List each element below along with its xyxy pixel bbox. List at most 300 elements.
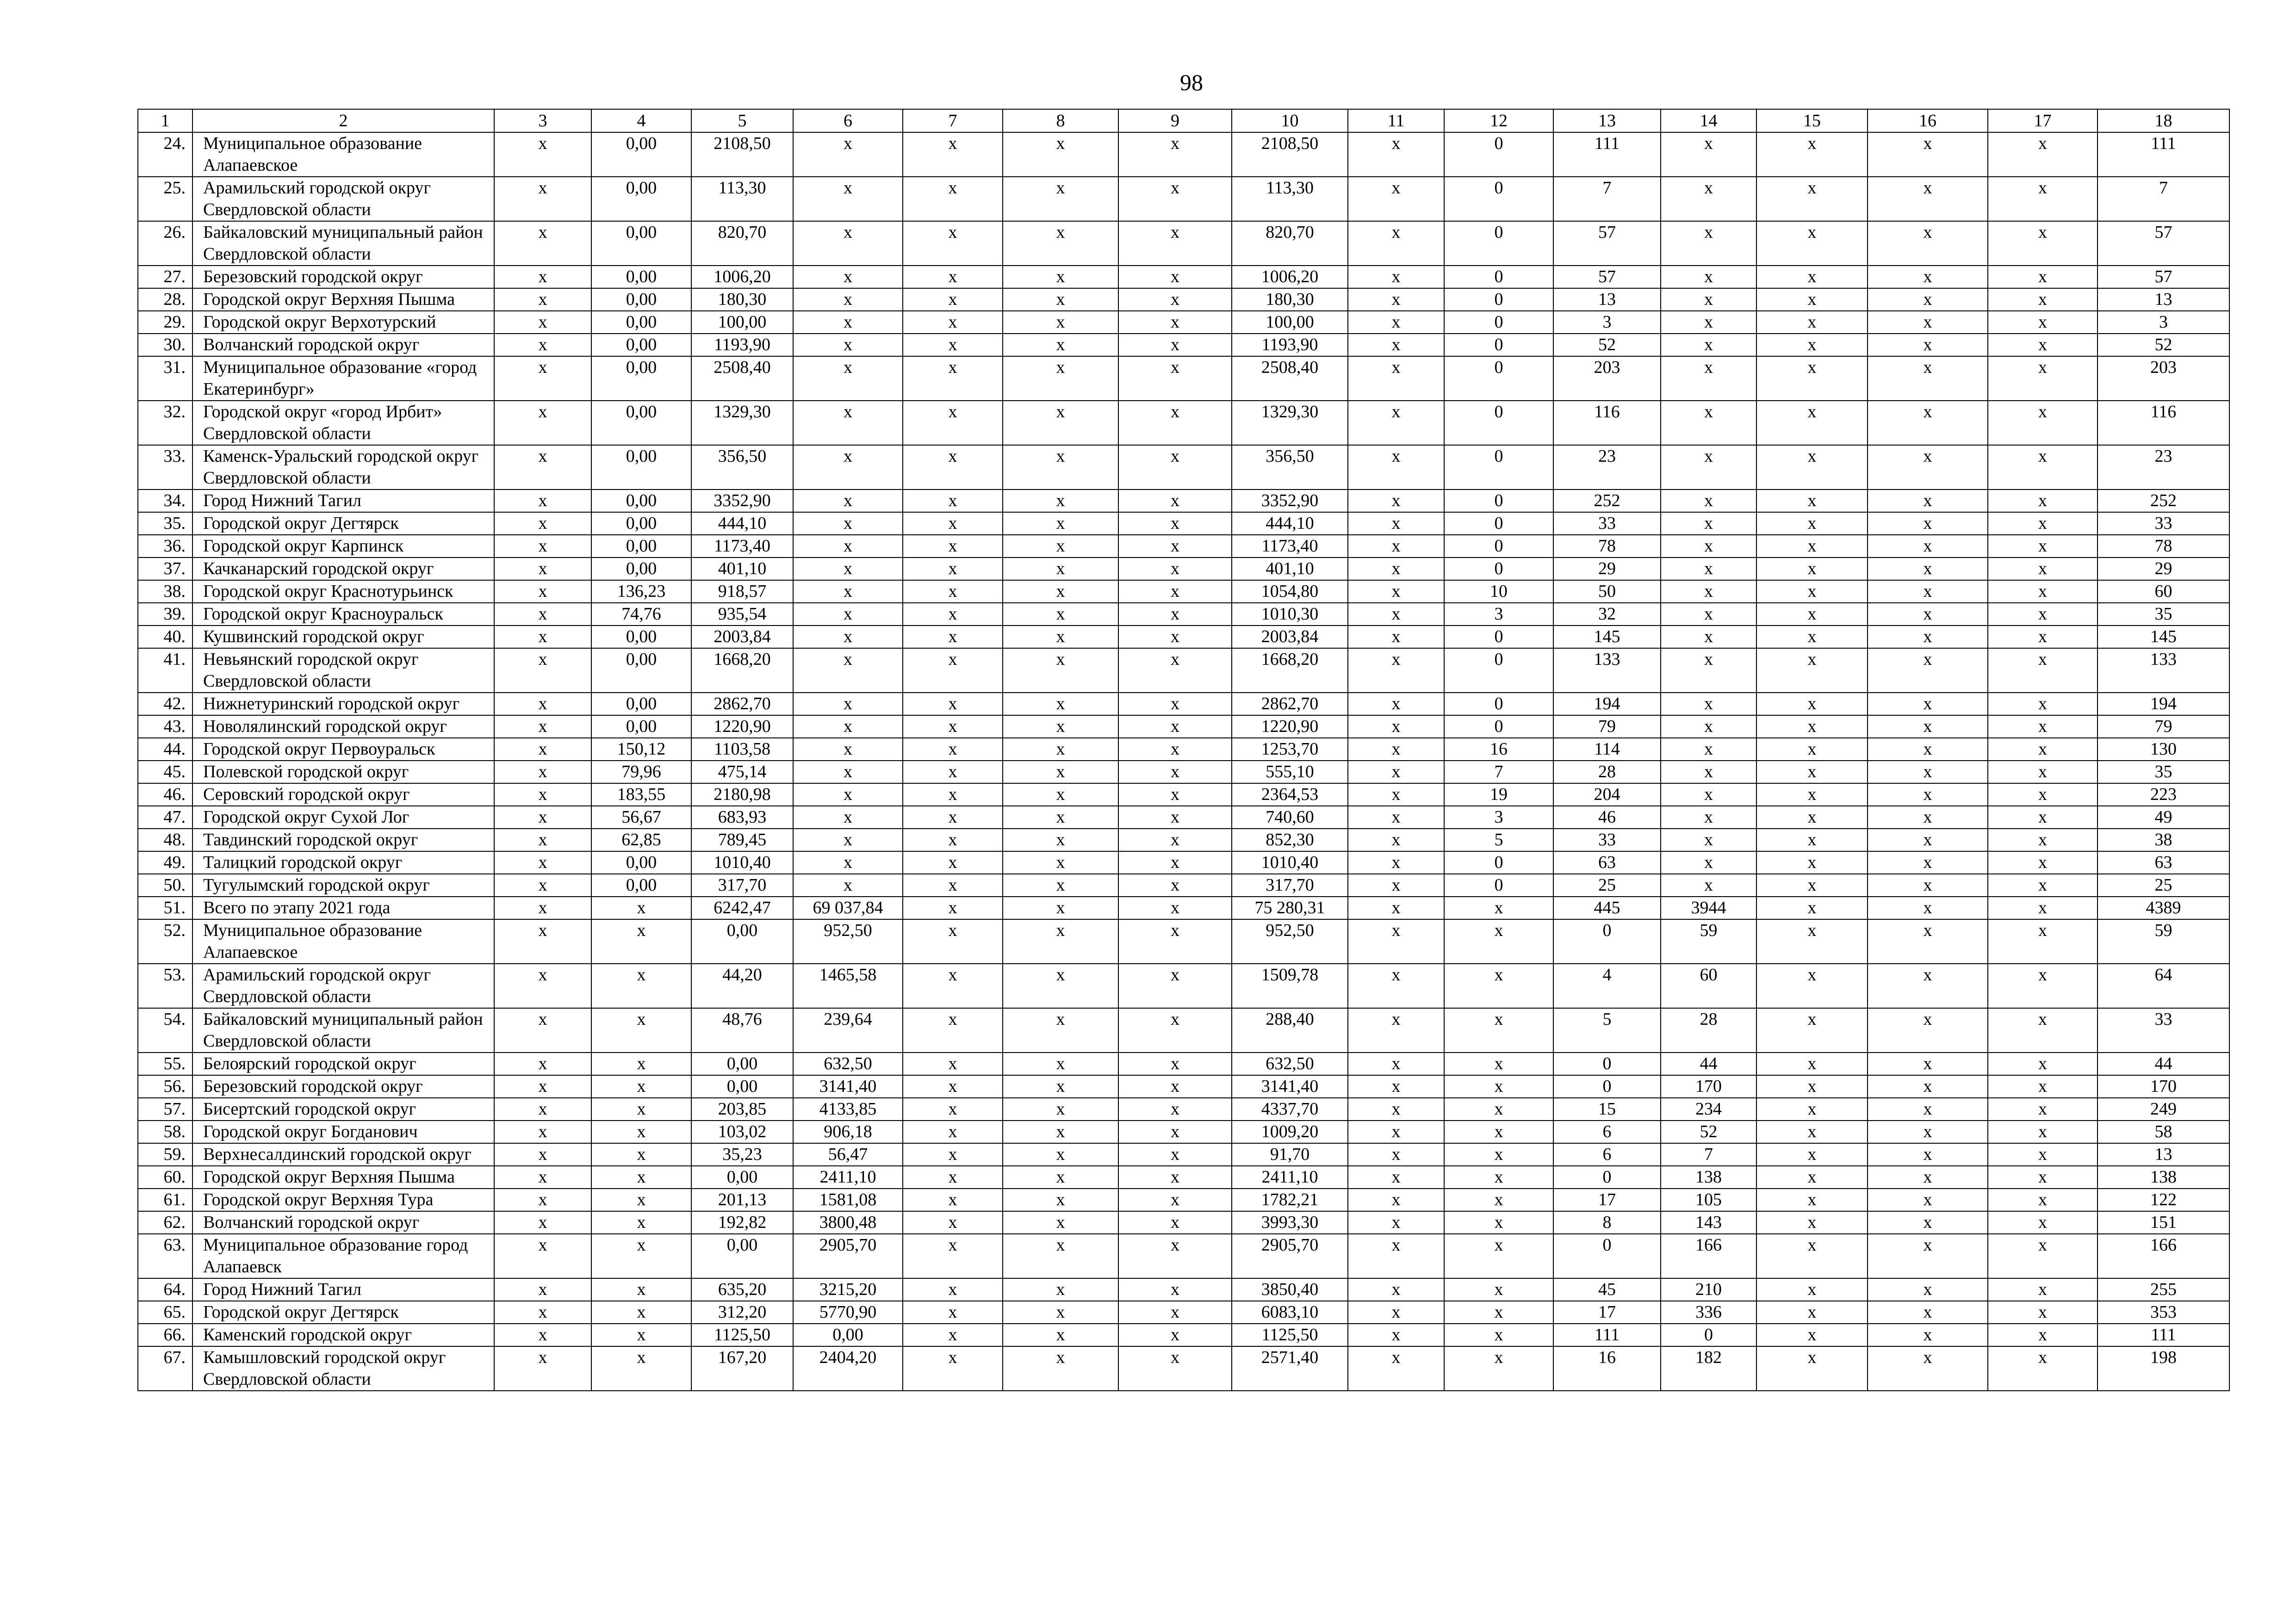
value-cell: 103,02 [691,1121,793,1143]
value-cell: x [1118,648,1232,693]
value-cell: 7 [2097,177,2229,221]
value-cell: 1668,20 [1232,648,1348,693]
row-number-cell: 59. [138,1143,192,1166]
value-cell: x [1348,221,1444,266]
value-cell: x [793,580,903,603]
table-row [138,1053,2229,1075]
municipality-name-cell: Муниципальное образование город Алапаевск [192,1234,494,1278]
municipality-name-cell: Городской округ Карпинск [192,535,494,558]
value-cell: x [494,445,591,489]
value-cell: x [1348,512,1444,535]
value-cell: x [1988,266,2097,288]
row-number-cell: 29. [138,311,192,334]
value-cell: 3141,40 [793,1075,903,1098]
value-cell: 4337,70 [1232,1098,1348,1121]
value-cell: x [494,356,591,401]
table-row [138,288,2229,311]
value-cell: 13 [2097,1143,2229,1166]
value-cell: x [1118,897,1232,919]
value-cell: 2571,40 [1232,1346,1348,1391]
value-cell: x [1003,1301,1118,1324]
row-number-cell: 51. [138,897,192,919]
value-cell: 3800,48 [793,1211,903,1234]
value-cell: x [1756,693,1868,715]
table-row [138,874,2229,897]
value-cell: x [494,1324,591,1346]
value-cell: 13 [1553,288,1661,311]
column-header: 7 [903,109,1003,132]
value-cell: x [793,132,903,177]
table-row [138,851,2229,874]
value-cell: x [1661,401,1756,445]
value-cell: 1010,40 [691,851,793,874]
value-cell: 0,00 [591,266,691,288]
table-row [138,558,2229,580]
municipality-name-cell: Новолялинский городской округ [192,715,494,738]
value-cell: x [903,626,1003,648]
value-cell: 49 [2097,806,2229,829]
value-cell: 2862,70 [691,693,793,715]
value-cell: x [1988,535,2097,558]
value-cell: 182 [1661,1346,1756,1391]
value-cell: 1173,40 [691,535,793,558]
value-cell: x [793,535,903,558]
data-table [137,109,2230,1391]
value-cell: x [494,1166,591,1189]
value-cell: 3352,90 [691,489,793,512]
value-cell: 3 [1553,311,1661,334]
value-cell: x [1868,1143,1988,1166]
value-cell: x [1348,288,1444,311]
value-cell: 44 [2097,1053,2229,1075]
municipality-name-cell: Арамильский городской округ Свердловской области [192,964,494,1008]
value-cell: 3 [1444,603,1553,626]
value-cell: x [1988,1166,2097,1189]
value-cell: x [1003,445,1118,489]
value-cell: 44,20 [691,964,793,1008]
value-cell: x [1756,1143,1868,1166]
value-cell: x [1868,266,1988,288]
value-cell: 183,55 [591,783,691,806]
municipality-name-cell: Городской округ Верхняя Пышма [192,1166,494,1189]
value-cell: x [903,1301,1003,1324]
value-cell: x [1348,1346,1444,1391]
table-row [138,401,2229,445]
value-cell: 44 [1661,1053,1756,1075]
value-cell: x [903,580,1003,603]
value-cell: 35,23 [691,1143,793,1166]
value-cell: 0 [1444,266,1553,288]
table-row [138,1211,2229,1234]
municipality-name-cell: Качканарский городской округ [192,558,494,580]
value-cell: x [1118,334,1232,356]
value-cell: x [1868,1324,1988,1346]
value-cell: 0,00 [691,1166,793,1189]
value-cell: 1010,30 [1232,603,1348,626]
value-cell: x [1868,648,1988,693]
value-cell: x [1868,738,1988,761]
value-cell: x [1661,288,1756,311]
value-cell: x [903,1278,1003,1301]
value-cell: x [1003,266,1118,288]
value-cell: x [591,1346,691,1391]
row-number-cell: 56. [138,1075,192,1098]
value-cell: x [1348,626,1444,648]
value-cell: x [793,603,903,626]
row-number-cell: 50. [138,874,192,897]
table-row [138,761,2229,783]
value-cell: x [494,311,591,334]
value-cell: 1253,70 [1232,738,1348,761]
value-cell: 1193,90 [1232,334,1348,356]
row-number-cell: 55. [138,1053,192,1075]
value-cell: 59 [2097,919,2229,964]
value-cell: x [1988,626,2097,648]
value-cell: x [1118,1121,1232,1143]
value-cell: 632,50 [1232,1053,1348,1075]
value-cell: 56,47 [793,1143,903,1166]
value-cell: x [1988,1053,2097,1075]
value-cell: x [591,1189,691,1211]
value-cell: x [1988,132,2097,177]
value-cell: x [1118,874,1232,897]
row-number-cell: 41. [138,648,192,693]
value-cell: x [793,401,903,445]
value-cell: x [1348,558,1444,580]
value-cell: 740,60 [1232,806,1348,829]
value-cell: 122 [2097,1189,2229,1211]
row-number-cell: 67. [138,1346,192,1391]
value-cell: 3215,20 [793,1278,903,1301]
column-header: 14 [1661,109,1756,132]
value-cell: x [591,1234,691,1278]
value-cell: 475,14 [691,761,793,783]
row-number-cell: 65. [138,1301,192,1324]
value-cell: x [494,1075,591,1098]
value-cell: x [1118,1346,1232,1391]
value-cell: x [903,851,1003,874]
value-cell: x [903,829,1003,851]
value-cell: x [1003,1234,1118,1278]
value-cell: x [1348,535,1444,558]
value-cell: x [1868,311,1988,334]
value-cell: x [903,535,1003,558]
value-cell: 170 [2097,1075,2229,1098]
value-cell: x [1756,1301,1868,1324]
row-number-cell: 60. [138,1166,192,1189]
value-cell: x [1118,311,1232,334]
value-cell: 15 [1553,1098,1661,1121]
value-cell: x [1868,535,1988,558]
value-cell: 0,00 [691,919,793,964]
value-cell: x [793,311,903,334]
value-cell: x [793,356,903,401]
value-cell: x [1118,806,1232,829]
value-cell: 6 [1553,1121,1661,1143]
municipality-name-cell: Городской округ Краснотурьинск [192,580,494,603]
value-cell: x [1348,489,1444,512]
value-cell: 5 [1444,829,1553,851]
value-cell: 69 037,84 [793,897,903,919]
value-cell: x [494,580,591,603]
value-cell: x [1348,851,1444,874]
value-cell: x [1003,288,1118,311]
column-header: 17 [1988,109,2097,132]
value-cell: x [1003,964,1118,1008]
value-cell: x [1661,334,1756,356]
value-cell: x [1118,177,1232,221]
value-cell: x [1444,1008,1553,1053]
municipality-name-cell: Березовский городской округ [192,266,494,288]
value-cell: 111 [2097,1324,2229,1346]
value-cell: 2180,98 [691,783,793,806]
value-cell: x [903,266,1003,288]
value-cell: x [1756,132,1868,177]
table-row [138,648,2229,693]
value-cell: x [793,806,903,829]
value-cell: x [1868,806,1988,829]
municipality-name-cell: Город Нижний Тагил [192,1278,494,1301]
row-number-cell: 24. [138,132,192,177]
value-cell: 1103,58 [691,738,793,761]
value-cell: 145 [2097,626,2229,648]
value-cell: x [591,1324,691,1346]
value-cell: x [1118,356,1232,401]
value-cell: x [1444,1166,1553,1189]
value-cell: x [1118,1278,1232,1301]
value-cell: x [1868,1166,1988,1189]
value-cell: x [494,1278,591,1301]
value-cell: x [1988,964,2097,1008]
value-cell: x [1988,580,2097,603]
column-header: 9 [1118,109,1232,132]
value-cell: x [1003,580,1118,603]
value-cell: 3 [1444,806,1553,829]
value-cell: x [1868,580,1988,603]
value-cell: 0,00 [591,489,691,512]
value-cell: x [494,1189,591,1211]
value-cell: 2905,70 [793,1234,903,1278]
value-cell: x [1756,1075,1868,1098]
value-cell: 1465,58 [793,964,903,1008]
table-row [138,715,2229,738]
value-cell: x [1661,715,1756,738]
value-cell: 204 [1553,783,1661,806]
value-cell: 113,30 [691,177,793,221]
column-header: 4 [591,109,691,132]
value-cell: x [1988,1008,2097,1053]
value-cell: x [903,221,1003,266]
value-cell: x [1444,919,1553,964]
value-cell: x [1118,1053,1232,1075]
value-cell: x [1756,334,1868,356]
value-cell: 50 [1553,580,1661,603]
value-cell: x [1348,132,1444,177]
value-cell: 1329,30 [1232,401,1348,445]
value-cell: x [1348,177,1444,221]
value-cell: x [1661,132,1756,177]
value-cell: x [494,266,591,288]
value-cell: x [903,603,1003,626]
column-header: 16 [1868,109,1988,132]
value-cell: x [1988,829,2097,851]
value-cell: 1193,90 [691,334,793,356]
value-cell: x [1868,897,1988,919]
value-cell: x [1118,535,1232,558]
value-cell: x [903,356,1003,401]
value-cell: 952,50 [793,919,903,964]
value-cell: 0 [1444,535,1553,558]
table-row [138,311,2229,334]
municipality-name-cell: Бисертский городской округ [192,1098,494,1121]
value-cell: 170 [1661,1075,1756,1098]
value-cell: x [1444,1121,1553,1143]
row-number-cell: 48. [138,829,192,851]
value-cell: x [1003,1346,1118,1391]
value-cell: x [903,874,1003,897]
value-cell: x [1003,851,1118,874]
value-cell: x [1118,221,1232,266]
value-cell: x [1868,1189,1988,1211]
column-header: 10 [1232,109,1348,132]
column-header: 15 [1756,109,1868,132]
value-cell: 7 [1553,177,1661,221]
value-cell: x [1988,1301,2097,1324]
value-cell: x [1988,334,2097,356]
value-cell: x [903,1008,1003,1053]
value-cell: 29 [1553,558,1661,580]
municipality-name-cell: Серовский городской округ [192,783,494,806]
value-cell: 194 [2097,693,2229,715]
value-cell: 8 [1553,1211,1661,1234]
row-number-cell: 38. [138,580,192,603]
value-cell: 0 [1444,874,1553,897]
value-cell: x [1756,626,1868,648]
value-cell: x [1988,221,2097,266]
value-cell: 3141,40 [1232,1075,1348,1098]
value-cell: x [1118,1211,1232,1234]
value-cell: 166 [2097,1234,2229,1278]
value-cell: 0 [1444,132,1553,177]
value-cell: 60 [1661,964,1756,1008]
value-cell: 0,00 [591,132,691,177]
value-cell: x [903,1324,1003,1346]
value-cell: x [903,489,1003,512]
value-cell: x [494,1053,591,1075]
value-cell: 0,00 [691,1053,793,1075]
value-cell: x [591,1075,691,1098]
value-cell: 46 [1553,806,1661,829]
row-number-cell: 36. [138,535,192,558]
value-cell: 1006,20 [691,266,793,288]
value-cell: 353 [2097,1301,2229,1324]
table-row [138,266,2229,288]
value-cell: 6242,47 [691,897,793,919]
value-cell: x [1868,783,1988,806]
value-cell: 1509,78 [1232,964,1348,1008]
value-cell: 6 [1553,1143,1661,1166]
value-cell: x [1988,806,2097,829]
value-cell: x [1348,919,1444,964]
value-cell: x [1756,761,1868,783]
municipality-name-cell: Городской округ Дегтярск [192,1301,494,1324]
value-cell: x [1661,648,1756,693]
value-cell: x [793,334,903,356]
value-cell: 2003,84 [691,626,793,648]
value-cell: 3993,30 [1232,1211,1348,1234]
value-cell: x [494,221,591,266]
value-cell: 56,67 [591,806,691,829]
value-cell: x [494,897,591,919]
municipality-name-cell: Городской округ «город Ирбит» Свердловской области [192,401,494,445]
value-cell: 57 [1553,221,1661,266]
value-cell: x [1868,829,1988,851]
value-cell: x [1118,626,1232,648]
value-cell: 143 [1661,1211,1756,1234]
value-cell: x [1003,356,1118,401]
value-cell: x [1003,1166,1118,1189]
value-cell: x [903,806,1003,829]
value-cell: 180,30 [1232,288,1348,311]
value-cell: x [591,919,691,964]
value-cell: x [793,558,903,580]
value-cell: 820,70 [1232,221,1348,266]
value-cell: 0 [1444,311,1553,334]
value-cell: 48,76 [691,1008,793,1053]
table-row [138,512,2229,535]
value-cell: x [1868,1008,1988,1053]
row-number-cell: 37. [138,558,192,580]
value-cell: 63 [1553,851,1661,874]
value-cell: x [591,1008,691,1053]
value-cell: 0,00 [591,177,691,221]
value-cell: 401,10 [1232,558,1348,580]
value-cell: x [591,1278,691,1301]
municipality-name-cell: Городской округ Первоуральск [192,738,494,761]
table-row [138,1121,2229,1143]
value-cell: x [1988,648,2097,693]
value-cell: x [494,1008,591,1053]
value-cell: 4133,85 [793,1098,903,1121]
table-row [138,1278,2229,1301]
value-cell: x [1003,1324,1118,1346]
value-cell: x [1988,1278,2097,1301]
value-cell: 1581,08 [793,1189,903,1211]
value-cell: 0 [1553,1234,1661,1278]
value-cell: x [1444,1053,1553,1075]
value-cell: 150,12 [591,738,691,761]
value-cell: x [1661,311,1756,334]
table-row [138,806,2229,829]
value-cell: x [903,132,1003,177]
table-row [138,1143,2229,1166]
value-cell: x [1003,334,1118,356]
value-cell: x [1444,1301,1553,1324]
value-cell: x [1988,603,2097,626]
value-cell: 203,85 [691,1098,793,1121]
row-number-cell: 32. [138,401,192,445]
value-cell: 60 [2097,580,2229,603]
value-cell: 17 [1553,1301,1661,1324]
table-row [138,1324,2229,1346]
table-row [138,1346,2229,1391]
value-cell: 7 [1444,761,1553,783]
value-cell: x [494,1211,591,1234]
value-cell: x [1003,1098,1118,1121]
value-cell: x [903,738,1003,761]
value-cell: 0 [1444,356,1553,401]
value-cell: 194 [1553,693,1661,715]
